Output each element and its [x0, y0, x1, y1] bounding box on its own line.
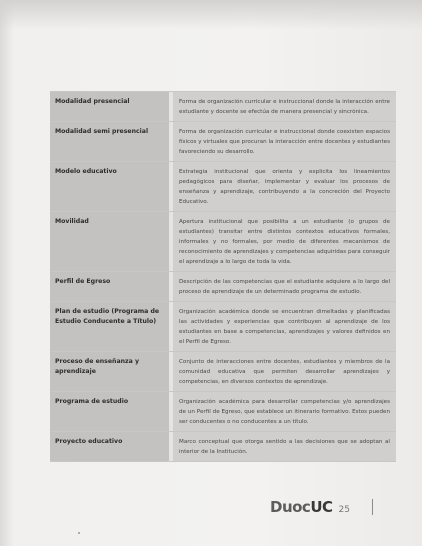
glossary-definition: Forma de organización curricular e instruccional donde la interacción entre estudiante y docente se efectúa de manera presencial y sincrónica. [173, 92, 396, 121]
glossary-table [50, 91, 396, 462]
glossary-definition: Organización académica donde se encuentran dimeltadas y planificadas las actividades y experiencias que contribuyen al aprendizaje de los estudiantes en base a competencias, aprendizajes y valores definidos en el Perfil de Egreso. [173, 302, 396, 351]
glossary-term: Modalidad presencial [50, 92, 173, 121]
glossary-term: Proyecto educativo [50, 432, 173, 461]
glossary-definition: Marco conceptual que otorga sentido a las decisiones que se adoptan al interior de la Institución. [173, 432, 396, 461]
glossary-definition: Descripción de las competencias que el estudiante adquiere a lo largo del proceso de aprendizaje de un determinado programa de estudio. [173, 272, 396, 301]
glossary-definition: Organización académica para desarrollar competencias y/o aprendizajes de un Perfil de Egreso, que establece un itinerario formativo. Estos pueden ser conducentes o no conducentes a un título. [173, 392, 396, 431]
duoc-uc-logo [270, 498, 333, 516]
glossary-definition: Conjunto de interacciones entre docentes, estudiantes y miembros de la comunidad educativa que permiten desarrollar aprendizajes y competencias, en diversos contextos de aprendizaje. [173, 352, 396, 391]
page-number: 25 [338, 505, 350, 515]
glossary-definition: Apertura institucional que posibilita a un estudiante (o grupos de estudiantes) transitar entre distintos contextos educativos formales, informales y no formales, por medio de diferentes mecanismos de reconocimiento de aprendizajes y competencias adquiridas para conseguir el aprendizaje a lo largo de toda la vida. [173, 212, 396, 271]
footer-divider [372, 499, 373, 515]
glossary-term: Movilidad [50, 212, 173, 271]
glossary-row [50, 161, 396, 211]
logo-text-uc: UC [310, 498, 333, 516]
scan-speck [78, 532, 80, 534]
glossary-row [50, 211, 396, 271]
glossary-row [50, 121, 396, 161]
glossary-row [50, 391, 396, 431]
glossary-row [50, 271, 396, 301]
glossary-term: Plan de estudio (Programa de Estudio Conducente a Título) [50, 302, 173, 351]
glossary-row [50, 91, 396, 121]
logo-text-duoc: Duoc [270, 498, 311, 516]
glossary-definition: Estrategia institucional que orienta y explicita los lineamientos pedagógicos para diseñar, implementar y evaluar los procesos de enseñanza y aprendizaje, contribuyendo a la concreción del Proyecto Educativo. [173, 162, 396, 211]
scan-shadow [0, 0, 422, 30]
glossary-row [50, 301, 396, 351]
glossary-term: Proceso de enseñanza y aprendizaje [50, 352, 173, 391]
glossary-term: Programa de estudio [50, 392, 173, 431]
glossary-definition: Forma de organización curricular e instruccional donde coexisten espacios físicos y virtuales que procuran la interacción entre docentes y estudiantes favoreciendo su desarrollo. [173, 122, 396, 161]
glossary-row [50, 431, 396, 462]
page-footer [270, 498, 350, 516]
glossary-term: Modalidad semi presencial [50, 122, 173, 161]
glossary-row [50, 351, 396, 391]
glossary-term: Modelo educativo [50, 162, 173, 211]
glossary-term: Perfil de Egreso [50, 272, 173, 301]
